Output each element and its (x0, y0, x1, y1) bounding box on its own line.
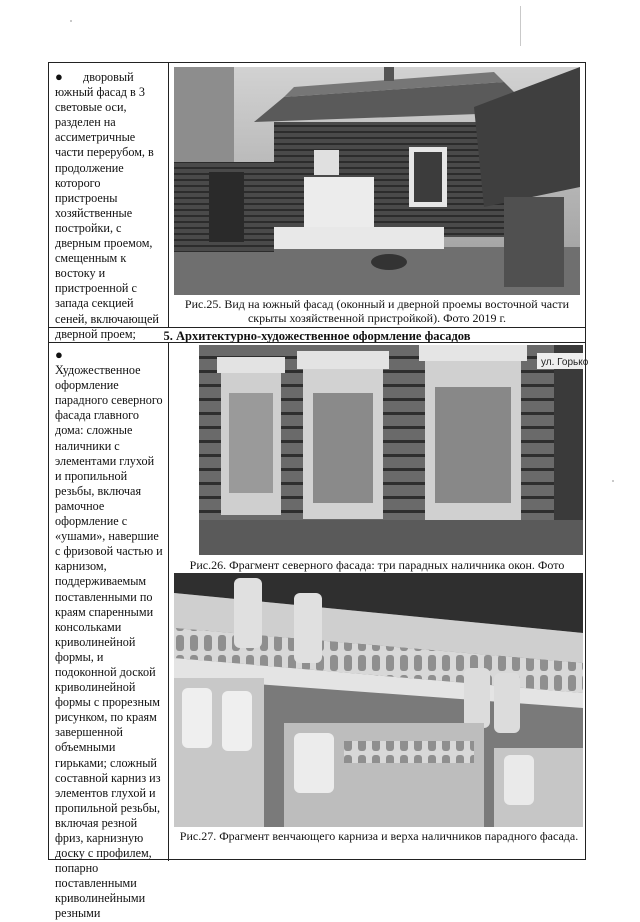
caption-fig27: Рис.27. Фрагмент венчающего карниза и верха наличников парадного фасада. (179, 829, 579, 843)
south-facade-description (55, 69, 163, 342)
photo-south-facade (174, 67, 580, 295)
scan-speck (70, 20, 72, 22)
photo-cornice-detail (174, 573, 583, 827)
south-facade-text: дворовый южный фасад в 3 световые оси, разделен на ассиметричные части перерубом, в продолжение которого пристроены хозяйственные постройки, с дверным проемом, смещенным к востоку и пристроенной с запада секцией сеней, включающей дверной проем; (55, 70, 159, 341)
section-title: 5. Архитектурно-художественное оформление фасадов (163, 329, 471, 343)
facade-decoration-description (55, 347, 163, 922)
column-divider (168, 342, 169, 861)
section-header-row (49, 327, 585, 343)
photo-north-facade-windows (199, 345, 589, 555)
section-divider (49, 342, 585, 343)
facade-decoration-text: Художественное оформление парадного северного фасада главного дома: сложные наличники с элементами глухой и пропильной резьбы, включая рамочное оформление с «ушами», навершие с фризовой частью и карнизом, поддерживаемым поставленными по краям спаренными консольками криволинейной формы, и подоконной доской криволинейной формы с прорезным рисунком, по краям завершенной объемными гирьками; сложный составной карниз из элементов глухой и пропильной резьбы, включая резной фриз, карнизную доску с профилем, попарно поставленными криволинейными резными (55, 363, 163, 921)
bullet-icon: ● (55, 69, 63, 84)
street-sign-text: ул. Горько (541, 357, 589, 368)
caption-fig25: Рис.25. Вид на южный фасад (оконный и дверной проемы восточной части скрыты хозяйственной пристройкой). Фото 2019 г. (184, 297, 570, 325)
scan-speck (612, 480, 614, 482)
column-divider (168, 63, 169, 327)
scan-speck (520, 6, 521, 46)
content-table (48, 62, 589, 921)
bullet-icon: ● (55, 347, 63, 362)
caption-fig26: Рис.26. Фрагмент северного фасада: три парадных наличника окон. Фото (189, 558, 565, 572)
